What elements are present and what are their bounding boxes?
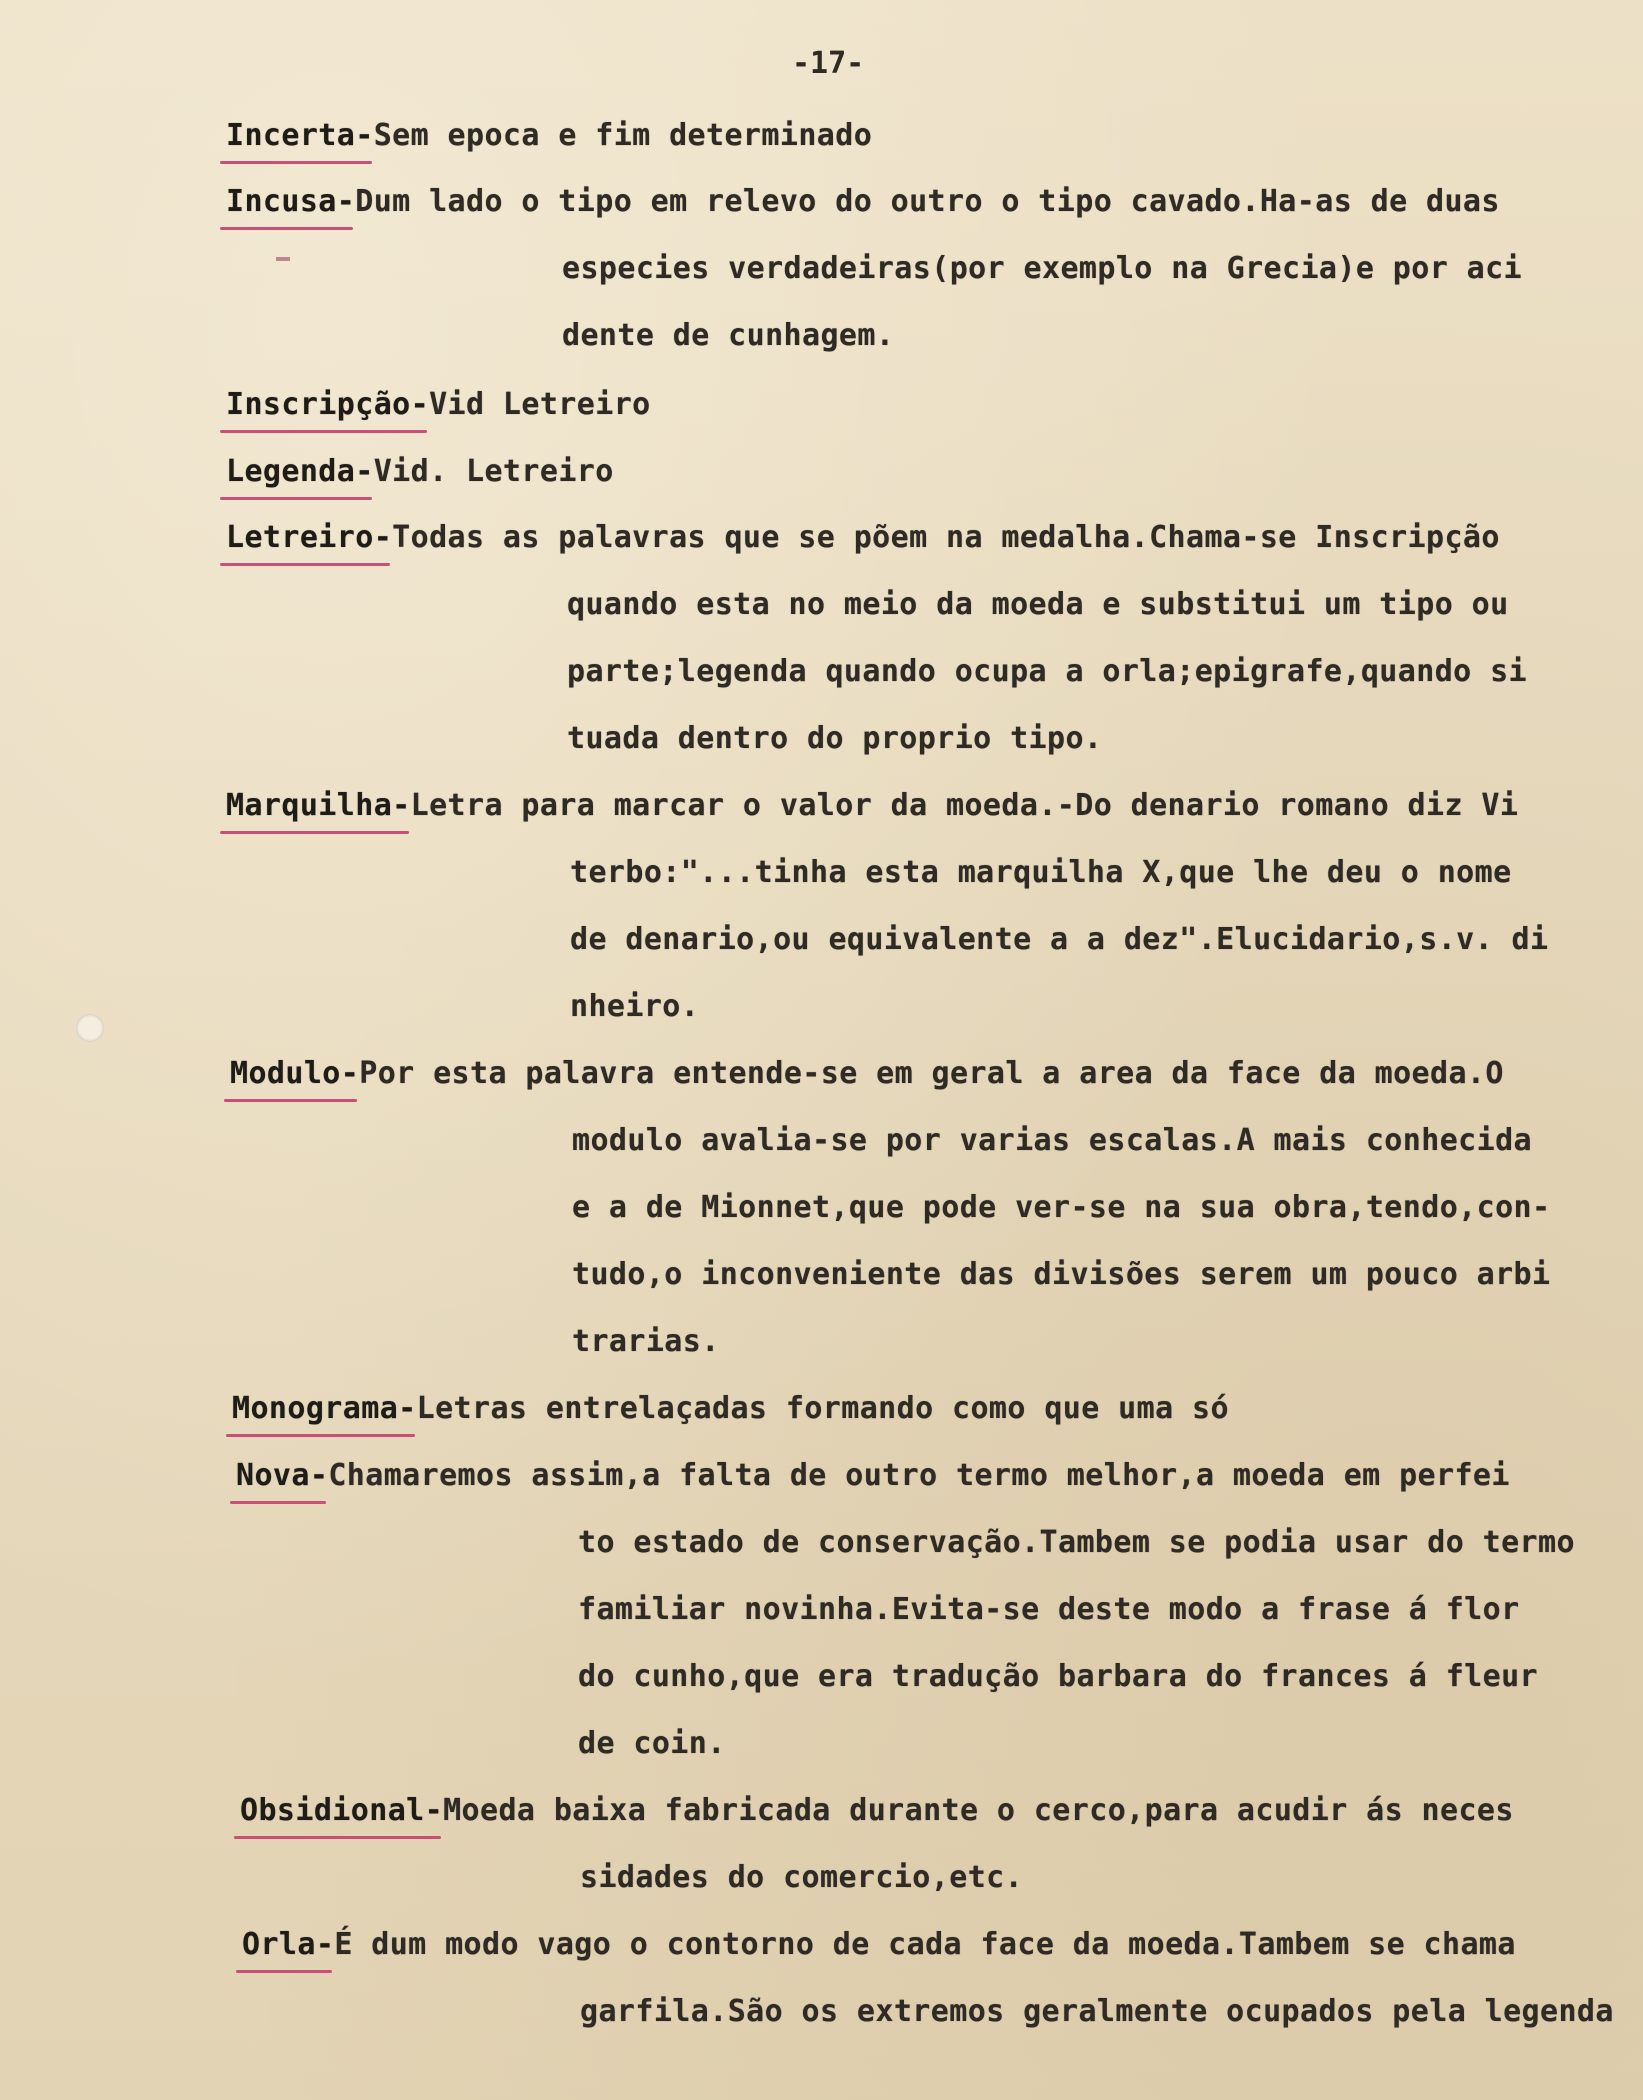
- entry-term: Obsidional-: [240, 1791, 443, 1831]
- entry-definition-line: de coin.: [578, 1726, 726, 1761]
- entry-term: Inscripção-: [226, 385, 429, 425]
- entry-incerta: [226, 116, 872, 156]
- entry-definition-line: e a de Mionnet,que pode ver-se na sua obra,tendo,con-: [572, 1190, 1551, 1225]
- entry-term: Modulo-: [230, 1054, 359, 1094]
- entry-definition-line: É dum modo vago o contorno de cada face da moeda.Tambem se chama: [334, 1927, 1516, 1962]
- entry-definition-line: de denario,ou equivalente a a dez".Elucidario,s.v. di: [570, 922, 1549, 957]
- entry-obsidional: [240, 1791, 1514, 1831]
- entry-definition-line: familiar novinha.Evita-se deste modo a frase á flor: [578, 1592, 1520, 1627]
- entry-definition-line: Todas as palavras que se põem na medalha.Chama-se Inscripção: [392, 520, 1500, 555]
- entry-term: Nova-: [236, 1456, 328, 1496]
- page-number: -17-: [792, 46, 865, 81]
- entry-definition-line: terbo:"...tinha esta marquilha X,que lhe deu o nome: [570, 855, 1512, 890]
- entry-definition-line: dente de cunhagem.: [562, 318, 895, 353]
- entry-definition-line: Letras entrelaçadas formando como que uma só: [416, 1391, 1229, 1426]
- punch-hole: [76, 1014, 104, 1042]
- entry-definition-line: parte;legenda quando ocupa a orla;epigrafe,quando si: [567, 654, 1527, 689]
- entry-marquilha: [226, 786, 1518, 826]
- entry-definition-line: Vid. Letreiro: [373, 454, 614, 489]
- entry-definition-line: Dum lado o tipo em relevo do outro o tipo cavado.Ha-as de duas: [355, 184, 1500, 219]
- entry-definition-line: to estado de conservação.Tambem se podia usar do termo: [578, 1525, 1575, 1560]
- entry-legenda: [226, 452, 614, 492]
- entry-definition-line: garfila.São os extremos geralmente ocupados pela legenda: [580, 1994, 1614, 2029]
- entry-term: Marquilha-: [226, 786, 411, 826]
- entry-term: Incerta-: [226, 116, 374, 156]
- entry-incusa: [226, 182, 1500, 222]
- entry-nova: [236, 1456, 1510, 1496]
- entry-definition-line: Sem epoca e fim determinado: [373, 118, 873, 153]
- entry-definition-line: sidades do comercio,etc.: [580, 1860, 1024, 1895]
- entry-inscripcao: [226, 385, 651, 425]
- entry-term: Legenda-: [226, 452, 374, 492]
- entry-definition-line: Moeda baixa fabricada durante o cerco,para acudir ás neces: [443, 1793, 1514, 1828]
- entry-definition-line: quando esta no meio da moeda e substitui um tipo ou: [567, 587, 1509, 622]
- entry-definition-line: Vid Letreiro: [429, 387, 651, 422]
- entry-term: Orla-: [242, 1925, 334, 1965]
- entry-modulo: [230, 1054, 1504, 1094]
- entry-definition-line: tudo,o inconveniente das divisões serem um pouco arbi: [572, 1257, 1551, 1292]
- entry-monograma: [232, 1389, 1229, 1429]
- entry-definition-line: especies verdadeiras(por exemplo na Grecia)e por aci: [562, 251, 1522, 286]
- entry-definition-line: Chamaremos assim,a falta de outro termo melhor,a moeda em perfei: [328, 1458, 1510, 1493]
- entry-definition-line: nheiro.: [570, 989, 700, 1024]
- entry-term: Monograma-: [232, 1389, 417, 1429]
- entry-letreiro: [226, 518, 1500, 558]
- entry-definition-line: Letra para marcar o valor da moeda.-Do denario romano diz Vi: [410, 788, 1519, 823]
- entry-definition-line: trarias.: [572, 1324, 720, 1359]
- stray-ink-mark: [276, 257, 290, 261]
- entry-definition-line: do cunho,que era tradução barbara do frances á fleur: [578, 1659, 1538, 1694]
- entry-definition-line: Por esta palavra entende-se em geral a area da face da moeda.O: [359, 1056, 1504, 1091]
- entry-definition-line: modulo avalia-se por varias escalas.A mais conhecida: [572, 1123, 1532, 1158]
- entry-definition-line: tuada dentro do proprio tipo.: [567, 721, 1103, 756]
- entry-term: Letreiro-: [226, 518, 392, 558]
- entry-orla: [242, 1925, 1516, 1965]
- entry-term: Incusa-: [226, 182, 355, 222]
